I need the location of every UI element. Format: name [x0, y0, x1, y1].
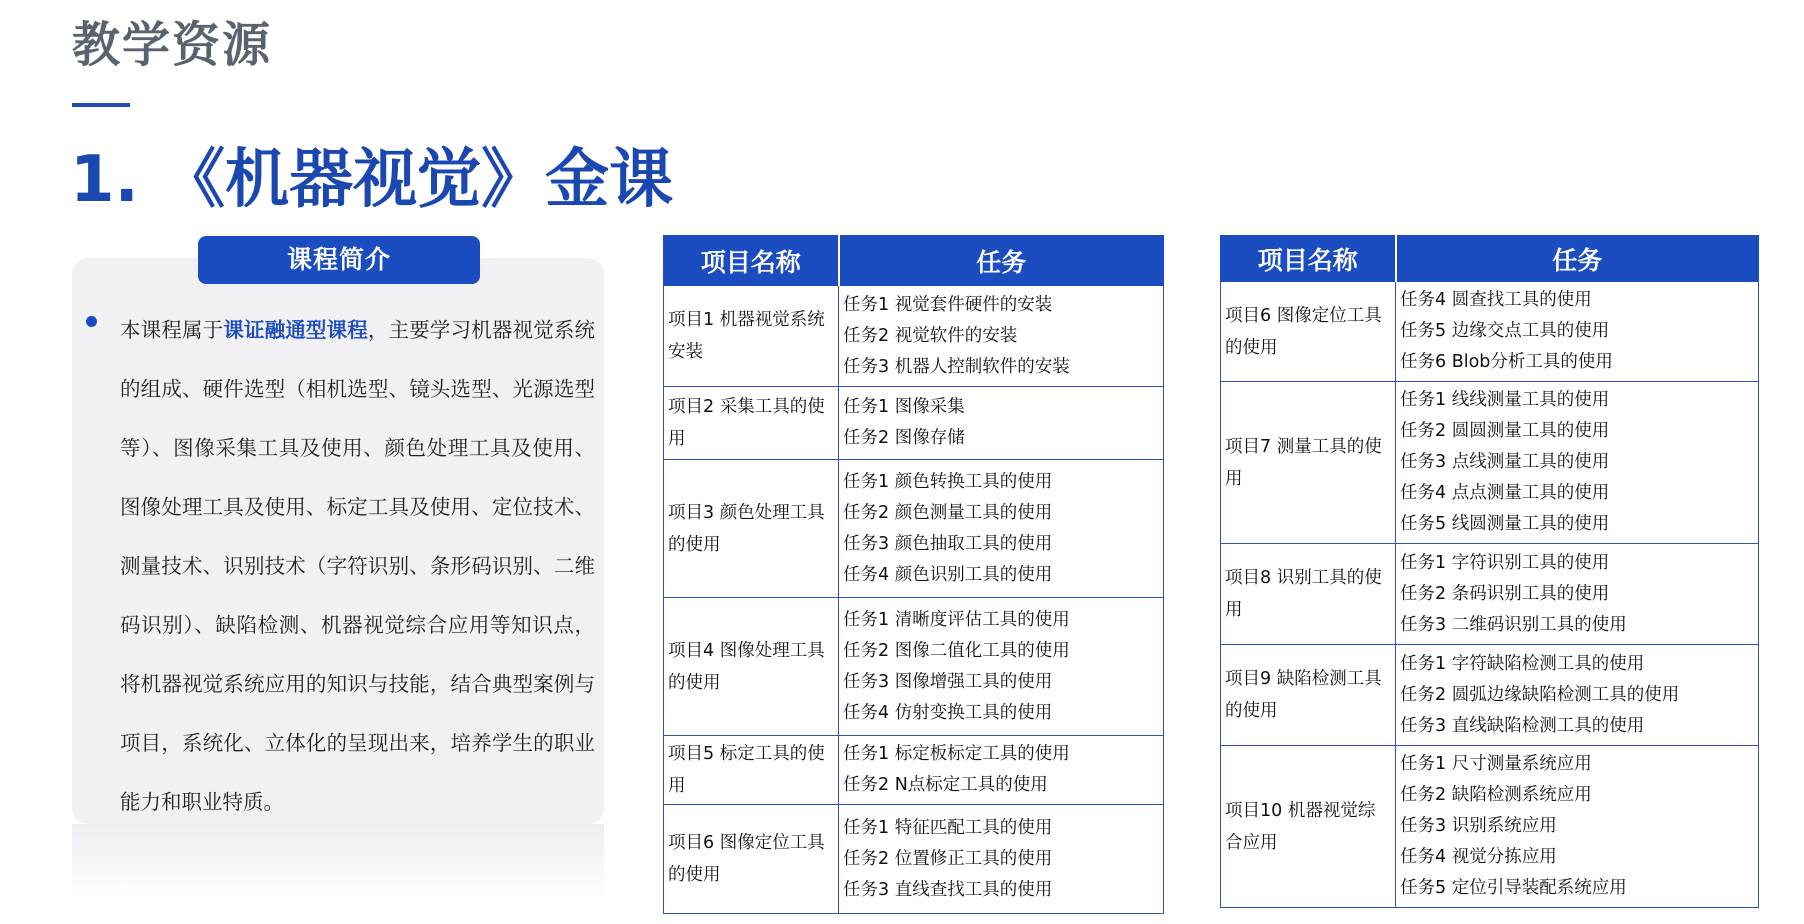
task-item: 任务4 仿射变换工具的使用 — [843, 702, 1053, 723]
table-row — [664, 598, 1164, 736]
tasks-cell — [1396, 746, 1759, 908]
header-tasks: 任务 — [839, 236, 1164, 286]
task-item: 任务1 颜色转换工具的使用 — [843, 471, 1053, 492]
task-item: 任务3 机器人控制软件的安装 — [843, 356, 1070, 377]
task-item: 任务2 图像存储 — [843, 428, 965, 448]
table-row — [664, 387, 1164, 460]
project-cell: 项目2 采集工具的使用 — [664, 387, 839, 460]
task-item: 任务1 字符识别工具的使用 — [1400, 552, 1610, 573]
task-item: 任务1 标定板标定工具的使用 — [843, 744, 1070, 764]
table-row — [664, 286, 1164, 387]
project-cell: 项目8 识别工具的使用 — [1221, 544, 1396, 645]
intro-text-start: 本课程属于 — [120, 318, 224, 342]
header-project-name: 项目名称 — [664, 236, 839, 286]
main-title: 1. 《机器视觉》金课 — [70, 143, 674, 217]
table-row — [1221, 645, 1759, 746]
tasks-cell — [839, 387, 1164, 460]
task-item: 任务3 直线查找工具的使用 — [843, 879, 1053, 900]
intro-paragraph — [120, 301, 595, 832]
task-item: 任务2 视觉软件的安装 — [843, 325, 1018, 346]
tasks-cell — [839, 460, 1164, 598]
task-item: 任务4 点点测量工具的使用 — [1400, 483, 1610, 503]
tasks-cell — [1396, 282, 1759, 382]
task-item: 任务1 视觉套件硬件的安装 — [843, 294, 1053, 315]
project-cell: 项目10 机器视觉综合应用 — [1221, 746, 1396, 908]
task-item: 任务2 条码识别工具的使用 — [1400, 583, 1610, 604]
header-tasks: 任务 — [1396, 236, 1759, 282]
task-item: 任务5 定位引导装配系统应用 — [1400, 878, 1627, 898]
intro-text-rest: ，主要学习机器视觉系统的组成、硬件选型（相机选型、镜头选型、光源选型等）、图像采集工具及使用、颜色处理工具及使用、图像处理工具及使用、标定工具及使用、定位技术、测量技术、识别技术（字符识别、条形码识别、二维码识别）、缺陷检测、机器视觉综合应用等知识点，将机器视觉系统应用的知识与技能，结合典型案例与项目，系统化、立体化的呈现出来，培养学生的职业能力和职业特质。 — [120, 318, 596, 814]
task-item: 任务6 Blob分析工具的使用 — [1400, 352, 1613, 372]
tasks-cell — [1396, 544, 1759, 645]
header-project-name: 项目名称 — [1221, 236, 1396, 282]
task-item: 任务1 尺寸测量系统应用 — [1400, 754, 1592, 774]
task-item: 任务2 N点标定工具的使用 — [843, 775, 1048, 795]
table-row — [664, 805, 1164, 914]
tasks-cell — [1396, 382, 1759, 544]
table-row — [664, 736, 1164, 805]
table-row — [1221, 382, 1759, 544]
task-item: 任务4 视觉分拣应用 — [1400, 847, 1557, 867]
project-cell: 项目1 机器视觉系统安装 — [664, 286, 839, 387]
task-item: 任务3 图像增强工具的使用 — [843, 671, 1053, 692]
table-row — [664, 460, 1164, 598]
table-row — [1221, 746, 1759, 908]
task-item: 任务3 颜色抽取工具的使用 — [843, 533, 1053, 554]
task-item: 任务2 图像二值化工具的使用 — [843, 640, 1070, 661]
task-item: 任务2 位置修正工具的使用 — [843, 848, 1053, 869]
project-cell: 项目6 图像定位工具的使用 — [1221, 282, 1396, 382]
task-item: 任务4 圆查找工具的使用 — [1400, 290, 1592, 310]
task-item: 任务3 识别系统应用 — [1400, 816, 1557, 836]
tasks-cell — [839, 286, 1164, 387]
tasks-cell — [839, 598, 1164, 736]
project-cell: 项目5 标定工具的使用 — [664, 736, 839, 805]
bullet-icon — [86, 316, 97, 327]
task-item: 任务1 字符缺陷检测工具的使用 — [1400, 653, 1645, 674]
tasks-cell — [839, 805, 1164, 914]
intro-highlight: 课证融通型课程 — [223, 318, 368, 342]
section-title: 教学资源 — [72, 17, 273, 73]
task-item: 任务2 缺陷检测系统应用 — [1400, 785, 1592, 805]
project-cell: 项目7 测量工具的使用 — [1221, 382, 1396, 544]
table-row — [1221, 544, 1759, 645]
task-item: 任务4 颜色识别工具的使用 — [843, 564, 1053, 585]
project-cell: 项目4 图像处理工具的使用 — [664, 598, 839, 736]
task-item: 任务3 点线测量工具的使用 — [1400, 452, 1610, 472]
heading-underline — [72, 103, 130, 107]
course-table-right — [1220, 235, 1759, 908]
task-item: 任务2 圆弧边缘缺陷检测工具的使用 — [1400, 684, 1680, 705]
task-item: 任务1 图像采集 — [843, 397, 965, 417]
task-item: 任务1 线线测量工具的使用 — [1400, 390, 1610, 410]
table-row — [1221, 282, 1759, 382]
tasks-cell — [1396, 645, 1759, 746]
task-item: 任务3 二维码识别工具的使用 — [1400, 614, 1627, 635]
course-table-left — [663, 235, 1164, 914]
task-item: 任务2 圆圆测量工具的使用 — [1400, 421, 1610, 441]
task-item: 任务1 清晰度评估工具的使用 — [843, 609, 1070, 630]
task-item: 任务1 特征匹配工具的使用 — [843, 817, 1053, 838]
project-cell: 项目9 缺陷检测工具的使用 — [1221, 645, 1396, 746]
project-cell: 项目6 图像定位工具的使用 — [664, 805, 839, 914]
task-item: 任务2 颜色测量工具的使用 — [843, 502, 1053, 523]
task-item: 任务5 边缘交点工具的使用 — [1400, 321, 1610, 341]
task-item: 任务5 线圆测量工具的使用 — [1400, 514, 1610, 534]
project-cell: 项目3 颜色处理工具的使用 — [664, 460, 839, 598]
intro-card-reflection — [72, 824, 604, 902]
intro-badge: 课程简介 — [198, 236, 480, 284]
task-item: 任务3 直线缺陷检测工具的使用 — [1400, 715, 1645, 736]
tasks-cell — [839, 736, 1164, 805]
